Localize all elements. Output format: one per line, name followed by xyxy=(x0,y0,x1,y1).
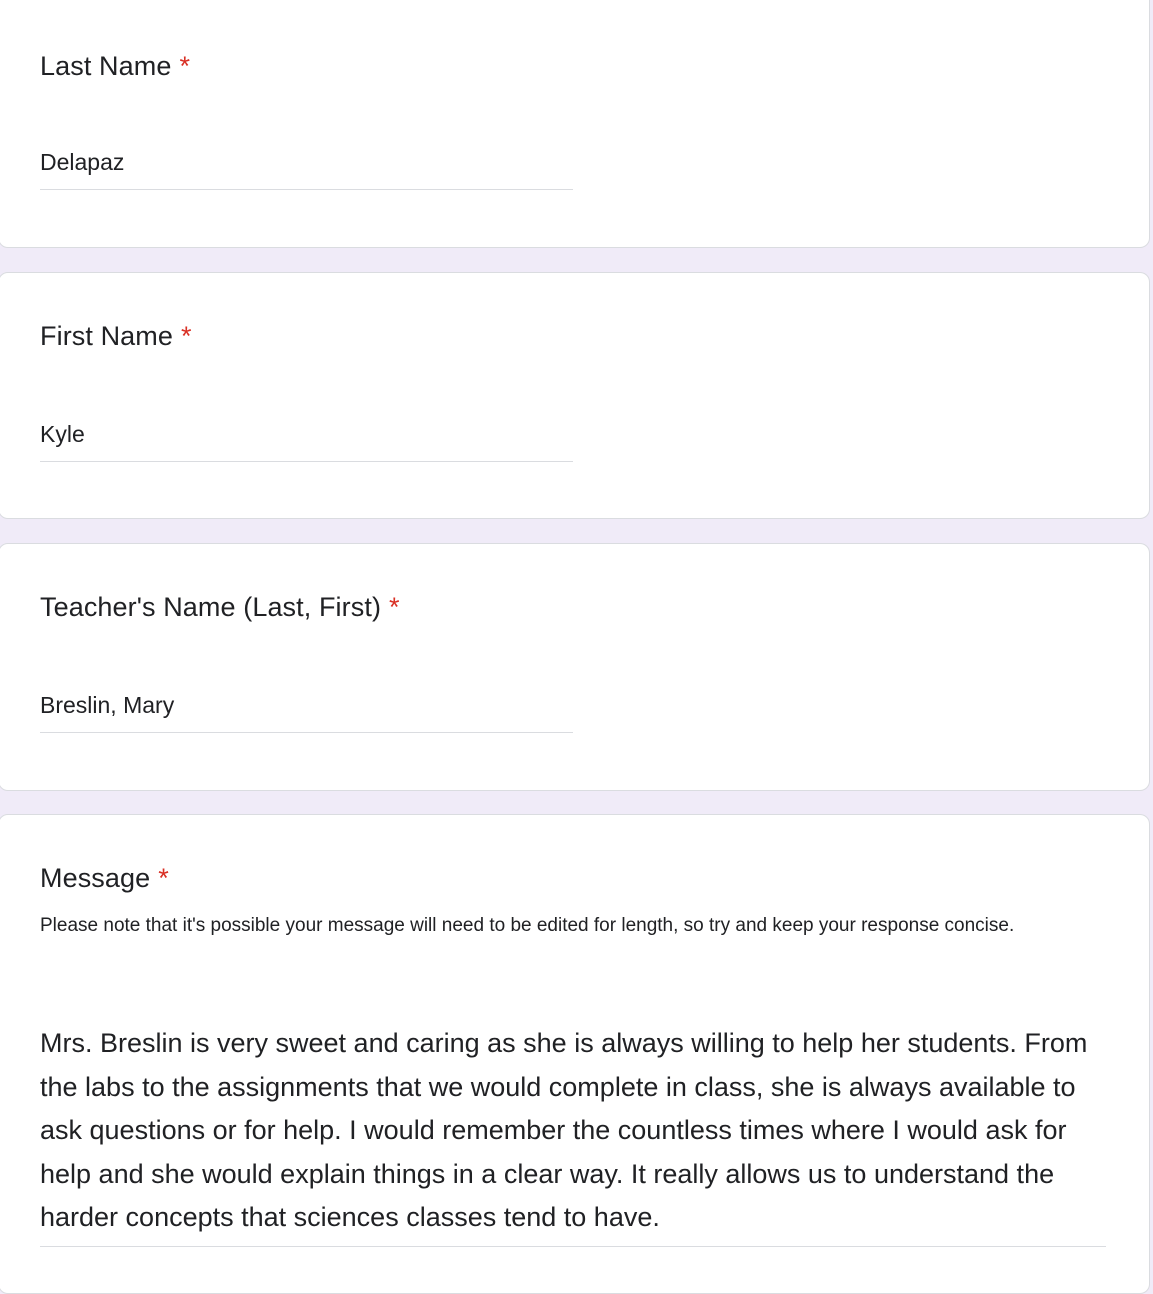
required-asterisk: * xyxy=(389,592,400,622)
required-asterisk: * xyxy=(158,863,169,893)
question-title: First Name * xyxy=(40,321,192,351)
question-card-last-name xyxy=(0,0,1150,248)
question-title: Last Name * xyxy=(40,51,191,81)
first-name-answer-field[interactable]: Kyle xyxy=(40,421,573,462)
question-card-teacher-name xyxy=(0,543,1150,791)
question-title: Message * xyxy=(40,863,169,893)
question-description: Please note that it's possible your message will need to be edited for length, so try and keep your response concise. xyxy=(40,915,1015,936)
question-title: Teacher's Name (Last, First) * xyxy=(40,592,400,622)
last-name-answer-field[interactable]: Delapaz xyxy=(40,149,573,190)
question-card-message xyxy=(0,814,1150,1294)
required-asterisk: * xyxy=(179,51,191,81)
teacher-name-answer-field[interactable]: Breslin, Mary xyxy=(40,692,573,733)
question-card-first-name xyxy=(0,272,1150,519)
required-asterisk: * xyxy=(181,321,192,351)
message-answer-textarea[interactable]: Mrs. Breslin is very sweet and caring as she is always willing to help her students. From the labs to the assignments that we would complete in class, she is always available to ask questions or for help. I would remember the countless times where I would ask for help and she would explain things in a clear way. It really allows us to understand the harder concepts that sciences classes tend to have. xyxy=(40,1022,1106,1247)
